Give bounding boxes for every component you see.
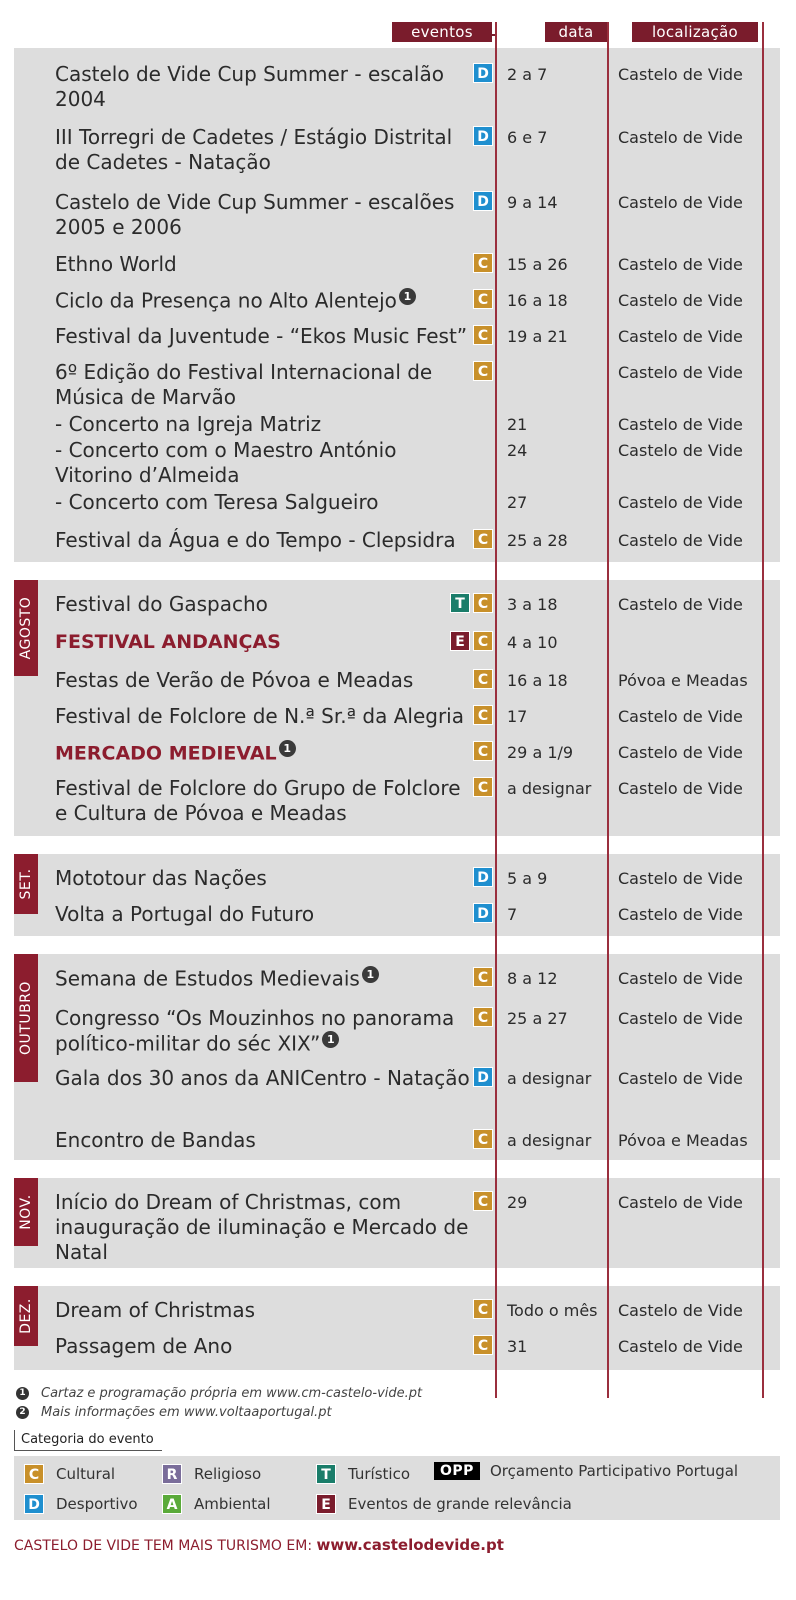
- event-location: Castelo de Vide: [618, 441, 743, 460]
- event-date: 19 a 21: [507, 327, 568, 346]
- event-name: Gala dos 30 anos da ANICentro - Natação: [55, 1066, 470, 1090]
- month-tab-novembro: NOV.: [14, 1178, 38, 1246]
- event-location: Castelo de Vide: [618, 1301, 743, 1320]
- event-date: 15 a 26: [507, 255, 568, 274]
- legend-title: Categoria do evento: [14, 1430, 162, 1451]
- event-location: Castelo de Vide: [618, 1009, 743, 1028]
- category-badges: [473, 126, 493, 146]
- footnote-2: 2 Mais informações em www.voltaaportugal.pt: [16, 1405, 332, 1420]
- event-name: Festival de Folclore do Grupo de Folclore e Cultura de Póvoa e Meadas: [55, 776, 461, 825]
- category-badges: [473, 1299, 493, 1319]
- column-header-data: data: [545, 22, 607, 42]
- event-name: - Concerto com Teresa Salgueiro: [55, 490, 379, 514]
- event-location: Castelo de Vide: [618, 65, 743, 84]
- footnote-marker-icon: 1: [279, 740, 296, 757]
- event-location: Castelo de Vide: [618, 327, 743, 346]
- event-date: 24: [507, 441, 528, 460]
- event-location: Castelo de Vide: [618, 415, 743, 434]
- event-name: Passagem de Ano: [55, 1334, 233, 1358]
- month-tab-dezembro: DEZ.: [14, 1286, 38, 1346]
- category-badge-icon: C: [473, 361, 493, 381]
- event-name: Encontro de Bandas: [55, 1128, 256, 1152]
- event-name: Festival de Folclore de N.ª Sr.ª da Alegria: [55, 704, 464, 728]
- category-badge-icon: D: [473, 1067, 493, 1087]
- category-badge-icon: D: [473, 903, 493, 923]
- category-badges: [473, 669, 493, 689]
- footnote-marker-icon: 1: [362, 966, 379, 983]
- category-badges: [473, 63, 493, 83]
- event-name: Dream of Christmas: [55, 1298, 256, 1322]
- event-name: Início do Dream of Christmas, com inauguração de iluminação e Mercado de Natal: [55, 1190, 469, 1264]
- event-name: Castelo de Vide Cup Summer - escalões 2005 e 2006: [55, 190, 455, 239]
- category-badge-icon: T: [450, 593, 470, 613]
- category-badge-icon: C: [473, 669, 493, 689]
- event-date: 25 a 28: [507, 531, 568, 550]
- event-location: Castelo de Vide: [618, 193, 743, 212]
- category-badge-icon: D: [473, 867, 493, 887]
- category-badge-icon: C: [473, 1335, 493, 1355]
- category-badges: [450, 631, 493, 651]
- badge-desportivo-icon: D: [24, 1494, 44, 1514]
- category-badge-icon: C: [473, 631, 493, 651]
- category-badges: [473, 1191, 493, 1211]
- event-location: Castelo de Vide: [618, 363, 743, 382]
- event-location: Castelo de Vide: [618, 291, 743, 310]
- column-divider-data: [607, 22, 609, 1398]
- event-location: Castelo de Vide: [618, 869, 743, 888]
- event-date: 29: [507, 1193, 528, 1212]
- event-date: 3 a 18: [507, 595, 558, 614]
- category-badge-icon: D: [473, 126, 493, 146]
- event-name: FESTIVAL ANDANÇAS: [55, 631, 281, 653]
- badge-cultural-icon: C: [24, 1464, 44, 1484]
- badge-relevancia-icon: E: [316, 1494, 336, 1514]
- event-location: Castelo de Vide: [618, 531, 743, 550]
- event-name: 6º Edição do Festival Internacional de Música de Marvão: [55, 360, 433, 409]
- category-badges: [473, 1335, 493, 1355]
- event-date: Todo o mês: [507, 1301, 598, 1320]
- category-badges: [473, 289, 493, 309]
- category-badges: [473, 529, 493, 549]
- event-location: Castelo de Vide: [618, 905, 743, 924]
- category-badge-icon: C: [473, 593, 493, 613]
- event-name: Castelo de Vide Cup Summer - escalão 2004: [55, 62, 444, 111]
- footer-url-link[interactable]: www.castelodevide.pt: [316, 1536, 504, 1554]
- category-badge-icon: C: [473, 253, 493, 273]
- badge-ambiental-icon: A: [162, 1494, 182, 1514]
- category-badges: [473, 903, 493, 923]
- legend-desportivo: D Desportivo: [24, 1494, 138, 1514]
- legend-relevancia: E Eventos de grande relevância: [316, 1494, 572, 1514]
- footnote-marker-icon: 1: [399, 288, 416, 305]
- legend-turistico: T Turístico: [316, 1464, 410, 1484]
- event-name: Ciclo da Presença no Alto Alentejo 1: [55, 288, 475, 314]
- category-badges: [473, 1067, 493, 1087]
- category-badges: [473, 1007, 493, 1027]
- legend-opp: OPP Orçamento Participativo Portugal: [434, 1462, 738, 1480]
- event-date: 17: [507, 707, 528, 726]
- category-badges: [473, 191, 493, 211]
- legend-religioso: R Religioso: [162, 1464, 261, 1484]
- category-badges: [473, 325, 493, 345]
- event-name: Festival da Juventude - “Ekos Music Fest”: [55, 324, 468, 348]
- event-location: Castelo de Vide: [618, 969, 743, 988]
- event-name: Festas de Verão de Póvoa e Meadas: [55, 668, 414, 692]
- category-badge-icon: C: [473, 289, 493, 309]
- legend-cultural: C Cultural: [24, 1464, 115, 1484]
- event-name: III Torregri de Cadetes / Estágio Distrital de Cadetes - Natação: [55, 125, 453, 174]
- event-date: 8 a 12: [507, 969, 558, 988]
- event-location: Castelo de Vide: [618, 779, 743, 798]
- event-date: 31: [507, 1337, 528, 1356]
- column-header-localizacao: localização: [632, 22, 758, 42]
- event-date: 6 e 7: [507, 128, 548, 147]
- event-name: - Concerto na Igreja Matriz: [55, 412, 322, 436]
- category-badges: [473, 967, 493, 987]
- event-date: 16 a 18: [507, 671, 568, 690]
- event-date: a designar: [507, 779, 592, 798]
- event-name: - Concerto com o Maestro António Vitorino d’Almeida: [55, 438, 397, 487]
- event-date: 9 a 14: [507, 193, 558, 212]
- event-date: 4 a 10: [507, 633, 558, 652]
- legend-box: [14, 1456, 780, 1520]
- event-date: a designar: [507, 1069, 592, 1088]
- event-name: Festival do Gaspacho: [55, 592, 268, 616]
- category-badges: [473, 1129, 493, 1149]
- category-badges: [473, 867, 493, 887]
- event-location: Castelo de Vide: [618, 595, 743, 614]
- event-location: Póvoa e Meadas: [618, 1131, 748, 1150]
- opp-logo: OPP: [434, 1462, 480, 1480]
- category-badge-icon: C: [473, 741, 493, 761]
- category-badge-icon: C: [473, 777, 493, 797]
- column-divider-eventos: [495, 22, 497, 1398]
- category-badge-icon: C: [473, 1191, 493, 1211]
- month-tab-outubro: OUTUBRO: [14, 954, 38, 1082]
- badge-religioso-icon: R: [162, 1464, 182, 1484]
- category-badges: [473, 253, 493, 273]
- event-location: Castelo de Vide: [618, 743, 743, 762]
- event-location: Castelo de Vide: [618, 707, 743, 726]
- category-badge-icon: C: [473, 1129, 493, 1149]
- event-name: Volta a Portugal do Futuro: [55, 902, 315, 926]
- category-badge-icon: C: [473, 1007, 493, 1027]
- month-tab-agosto: AGOSTO: [14, 580, 38, 676]
- event-name: Ethno World: [55, 252, 177, 276]
- badge-turistico-icon: T: [316, 1464, 336, 1484]
- category-badge-icon: C: [473, 705, 493, 725]
- category-badge-icon: C: [473, 529, 493, 549]
- category-badges: [473, 361, 493, 381]
- event-date: 7: [507, 905, 518, 924]
- event-name: Congresso “Os Mouzinhos no panorama político-militar do séc XIX” 1: [55, 1006, 455, 1056]
- category-badge-icon: C: [473, 967, 493, 987]
- category-badges: [450, 593, 493, 613]
- event-location: Póvoa e Meadas: [618, 671, 748, 690]
- event-location: Castelo de Vide: [618, 1069, 743, 1088]
- footer-tourism: CASTELO DE VIDE TEM MAIS TURISMO EM: www.castelodevide.pt: [14, 1536, 504, 1554]
- event-date: 5 a 9: [507, 869, 548, 888]
- category-badges: [473, 705, 493, 725]
- event-location: Castelo de Vide: [618, 493, 743, 512]
- event-location: Castelo de Vide: [618, 255, 743, 274]
- category-badges: [473, 777, 493, 797]
- legend-ambiental: A Ambiental: [162, 1494, 271, 1514]
- event-date: 27: [507, 493, 528, 512]
- event-date: 2 a 7: [507, 65, 548, 84]
- event-name: MERCADO MEDIEVAL 1: [55, 740, 475, 766]
- category-badge-icon: C: [473, 1299, 493, 1319]
- event-location: Castelo de Vide: [618, 128, 743, 147]
- category-badge-icon: D: [473, 191, 493, 211]
- event-name: Festival da Água e do Tempo - Clepsidra: [55, 528, 456, 552]
- event-location: Castelo de Vide: [618, 1193, 743, 1212]
- event-location: Castelo de Vide: [618, 1337, 743, 1356]
- footnote-1: 1 Cartaz e programação própria em www.cm-castelo-vide.pt: [16, 1386, 422, 1401]
- category-badge-icon: D: [473, 63, 493, 83]
- event-date: a designar: [507, 1131, 592, 1150]
- event-date: 21: [507, 415, 528, 434]
- event-date: 25 a 27: [507, 1009, 568, 1028]
- category-badges: [473, 741, 493, 761]
- event-date: 29 a 1/9: [507, 743, 574, 762]
- event-name: Mototour das Nações: [55, 866, 267, 890]
- column-header-eventos: eventos: [392, 22, 492, 42]
- column-divider-localizacao: [762, 22, 764, 1398]
- event-name: Semana de Estudos Medievais 1: [55, 966, 475, 992]
- month-tab-setembro: SET.: [14, 854, 38, 914]
- category-badge-icon: C: [473, 325, 493, 345]
- category-badge-icon: E: [450, 631, 470, 651]
- event-date: 16 a 18: [507, 291, 568, 310]
- footnote-marker-icon: 1: [322, 1031, 339, 1048]
